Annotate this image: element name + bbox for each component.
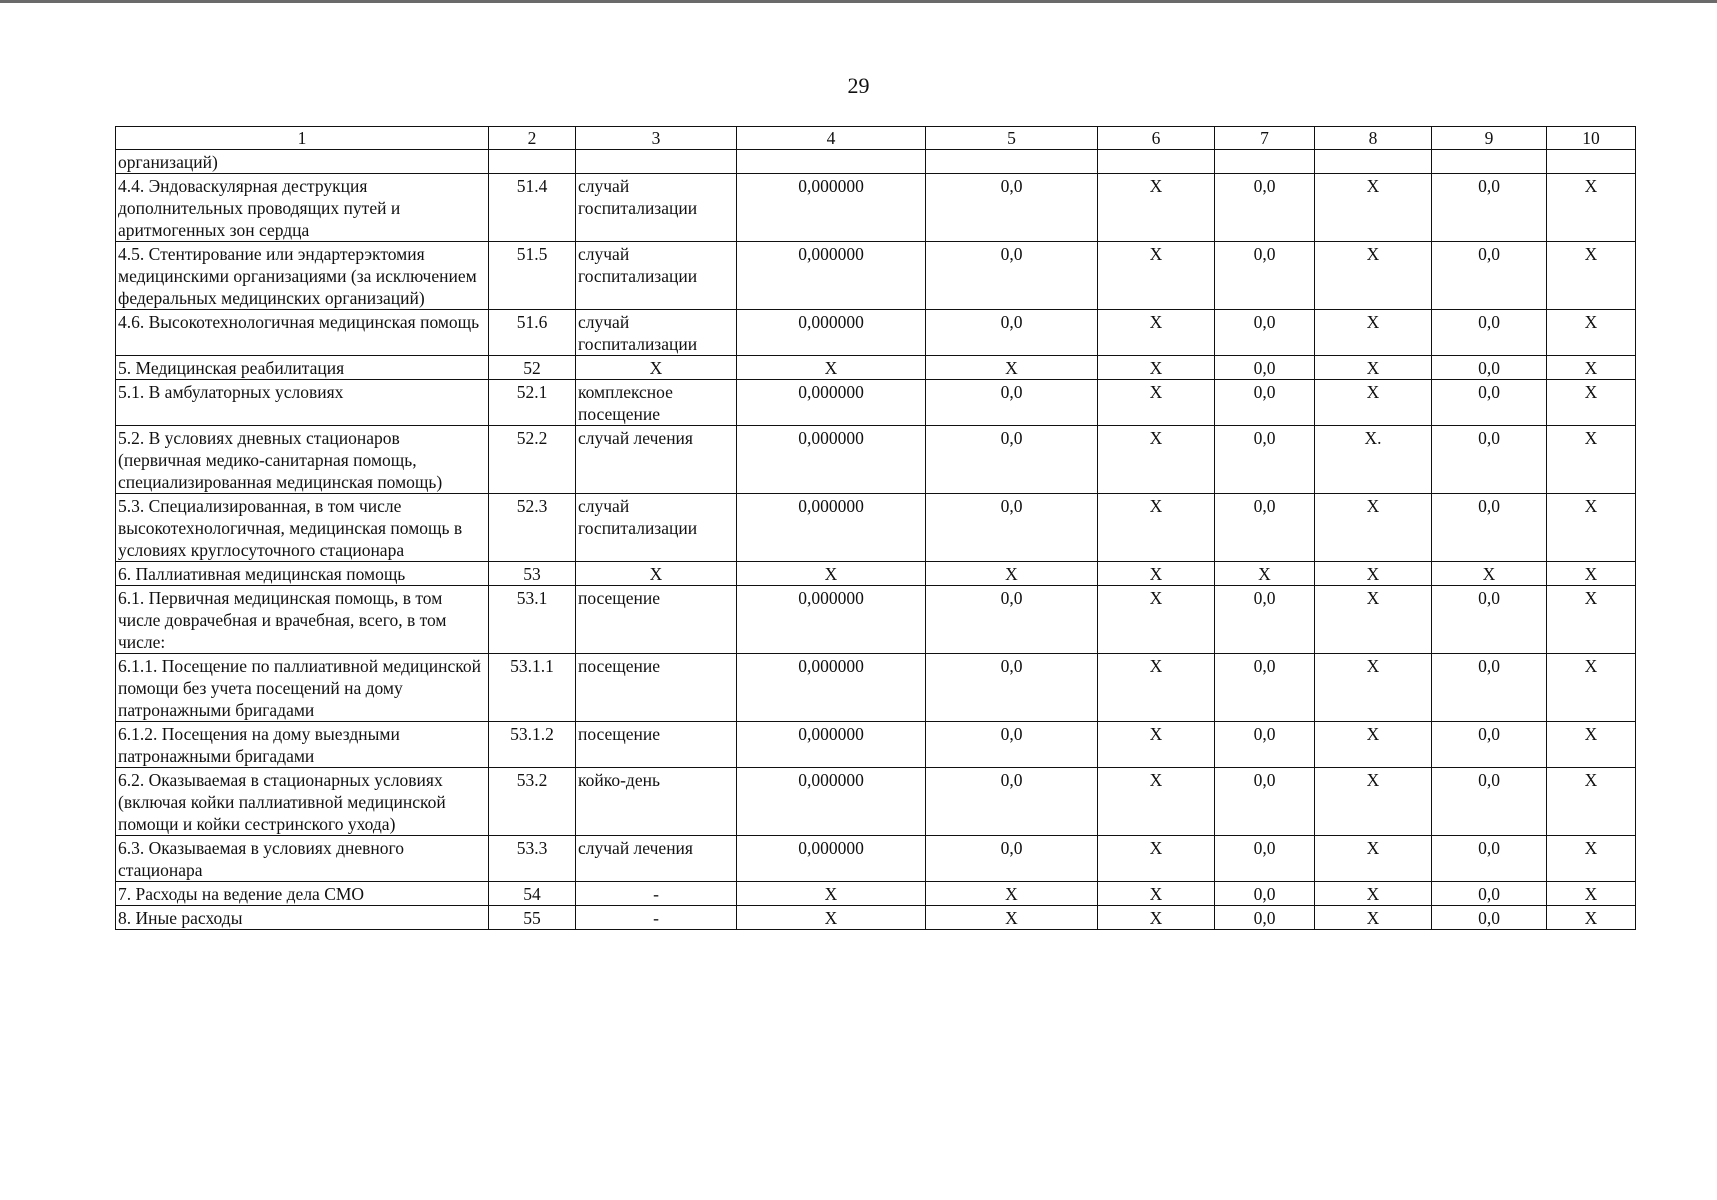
row-name-cell: 6.1. Первичная медицинская помощь, в том числе доврачебная и врачебная, всего, в том числе:	[116, 586, 489, 654]
col5-cell: 0,0	[926, 242, 1098, 310]
col9-cell: 0,0	[1432, 722, 1547, 768]
col9-cell: 0,0	[1432, 310, 1547, 356]
table-row	[116, 654, 1636, 722]
row-name-cell: 6. Паллиативная медицинская помощь	[116, 562, 489, 586]
col8-cell: X.	[1315, 426, 1432, 494]
col5-cell: 0,0	[926, 654, 1098, 722]
col7-cell: X	[1215, 562, 1315, 586]
col5-cell: X	[926, 882, 1098, 906]
table-row	[116, 562, 1636, 586]
col9-cell: 0,0	[1432, 882, 1547, 906]
row-code-cell: 53.3	[489, 836, 576, 882]
col9-cell: 0,0	[1432, 768, 1547, 836]
column-header: 2	[489, 127, 576, 150]
col10-cell: X	[1547, 310, 1636, 356]
col4-cell: 0,000000	[737, 242, 926, 310]
col8-cell: X	[1315, 494, 1432, 562]
col6-cell: X	[1098, 242, 1215, 310]
col10-cell	[1547, 150, 1636, 174]
col8-cell: X	[1315, 768, 1432, 836]
table-row	[116, 380, 1636, 426]
col7-cell	[1215, 150, 1315, 174]
col10-cell: X	[1547, 768, 1636, 836]
col4-cell: X	[737, 562, 926, 586]
column-header: 8	[1315, 127, 1432, 150]
col8-cell: X	[1315, 654, 1432, 722]
column-header: 10	[1547, 127, 1636, 150]
col4-cell	[737, 150, 926, 174]
row-unit-cell: -	[576, 906, 737, 930]
col9-cell: 0,0	[1432, 380, 1547, 426]
col5-cell: 0,0	[926, 768, 1098, 836]
col8-cell	[1315, 150, 1432, 174]
row-unit-cell: случай госпитализации	[576, 242, 737, 310]
row-unit-cell: случай госпитализации	[576, 310, 737, 356]
col6-cell: X	[1098, 882, 1215, 906]
col10-cell: X	[1547, 562, 1636, 586]
col9-cell: X	[1432, 562, 1547, 586]
col8-cell: X	[1315, 174, 1432, 242]
col7-cell: 0,0	[1215, 426, 1315, 494]
col6-cell: X	[1098, 722, 1215, 768]
col4-cell: 0,000000	[737, 768, 926, 836]
row-name-cell: 7. Расходы на ведение дела СМО	[116, 882, 489, 906]
col4-cell: X	[737, 906, 926, 930]
column-header: 3	[576, 127, 737, 150]
table-row	[116, 494, 1636, 562]
col9-cell	[1432, 150, 1547, 174]
row-name-cell: 6.3. Оказываемая в условиях дневного стационара	[116, 836, 489, 882]
col6-cell: X	[1098, 654, 1215, 722]
table-row	[116, 310, 1636, 356]
col8-cell: X	[1315, 380, 1432, 426]
col4-cell: 0,000000	[737, 836, 926, 882]
col5-cell: 0,0	[926, 586, 1098, 654]
col5-cell: 0,0	[926, 426, 1098, 494]
col6-cell: X	[1098, 426, 1215, 494]
row-unit-cell: -	[576, 882, 737, 906]
col6-cell: X	[1098, 586, 1215, 654]
row-code-cell: 52.1	[489, 380, 576, 426]
col6-cell: X	[1098, 836, 1215, 882]
col5-cell: 0,0	[926, 174, 1098, 242]
row-unit-cell: случай госпитализации	[576, 494, 737, 562]
col7-cell: 0,0	[1215, 722, 1315, 768]
column-header: 6	[1098, 127, 1215, 150]
col10-cell: X	[1547, 906, 1636, 930]
table-row	[116, 150, 1636, 174]
row-name-cell: 5.2. В условиях дневных стационаров (первичная медико-санитарная помощь, специализированная медицинская помощь)	[116, 426, 489, 494]
row-code-cell: 53.2	[489, 768, 576, 836]
col5-cell: X	[926, 356, 1098, 380]
col4-cell: X	[737, 882, 926, 906]
row-name-cell: 5. Медицинская реабилитация	[116, 356, 489, 380]
col8-cell: X	[1315, 356, 1432, 380]
row-name-cell: 4.5. Стентирование или эндартерэктомия медицинскими организациями (за исключением федеральных медицинских организаций)	[116, 242, 489, 310]
col7-cell: 0,0	[1215, 494, 1315, 562]
column-header: 1	[116, 127, 489, 150]
row-code-cell: 52.3	[489, 494, 576, 562]
row-unit-cell: посещение	[576, 722, 737, 768]
col6-cell: X	[1098, 768, 1215, 836]
col6-cell	[1098, 150, 1215, 174]
col7-cell: 0,0	[1215, 174, 1315, 242]
col4-cell: 0,000000	[737, 380, 926, 426]
col4-cell: 0,000000	[737, 310, 926, 356]
col9-cell: 0,0	[1432, 426, 1547, 494]
table-row	[116, 768, 1636, 836]
row-code-cell: 53.1.2	[489, 722, 576, 768]
row-unit-cell: X	[576, 356, 737, 380]
col10-cell: X	[1547, 836, 1636, 882]
col6-cell: X	[1098, 494, 1215, 562]
col9-cell: 0,0	[1432, 174, 1547, 242]
column-header: 5	[926, 127, 1098, 150]
row-unit-cell: случай лечения	[576, 836, 737, 882]
col4-cell: 0,000000	[737, 654, 926, 722]
row-name-cell: 6.1.2. Посещения на дому выездными патронажными бригадами	[116, 722, 489, 768]
row-code-cell: 54	[489, 882, 576, 906]
row-unit-cell: посещение	[576, 586, 737, 654]
col7-cell: 0,0	[1215, 768, 1315, 836]
col9-cell: 0,0	[1432, 494, 1547, 562]
col6-cell: X	[1098, 356, 1215, 380]
col6-cell: X	[1098, 174, 1215, 242]
col4-cell: 0,000000	[737, 722, 926, 768]
col8-cell: X	[1315, 562, 1432, 586]
column-header: 9	[1432, 127, 1547, 150]
table-row	[116, 906, 1636, 930]
row-code-cell: 55	[489, 906, 576, 930]
col7-cell: 0,0	[1215, 380, 1315, 426]
col7-cell: 0,0	[1215, 654, 1315, 722]
table-row	[116, 586, 1636, 654]
table-row	[116, 426, 1636, 494]
row-name-cell: организаций)	[116, 150, 489, 174]
col10-cell: X	[1547, 586, 1636, 654]
row-name-cell: 5.1. В амбулаторных условиях	[116, 380, 489, 426]
col8-cell: X	[1315, 242, 1432, 310]
col8-cell: X	[1315, 310, 1432, 356]
row-code-cell: 53.1.1	[489, 654, 576, 722]
row-unit-cell: посещение	[576, 654, 737, 722]
col4-cell: 0,000000	[737, 174, 926, 242]
col7-cell: 0,0	[1215, 356, 1315, 380]
col10-cell: X	[1547, 494, 1636, 562]
row-name-cell: 5.3. Специализированная, в том числе высокотехнологичная, медицинская помощь в условиях круглосуточного стационара	[116, 494, 489, 562]
col10-cell: X	[1547, 654, 1636, 722]
col9-cell: 0,0	[1432, 654, 1547, 722]
col9-cell: 0,0	[1432, 586, 1547, 654]
col4-cell: X	[737, 356, 926, 380]
col10-cell: X	[1547, 426, 1636, 494]
column-header: 7	[1215, 127, 1315, 150]
col6-cell: X	[1098, 380, 1215, 426]
col7-cell: 0,0	[1215, 242, 1315, 310]
row-unit-cell: X	[576, 562, 737, 586]
table-row	[116, 356, 1636, 380]
table-row	[116, 722, 1636, 768]
col7-cell: 0,0	[1215, 586, 1315, 654]
page-number: 29	[847, 73, 870, 98]
col10-cell: X	[1547, 722, 1636, 768]
row-code-cell: 51.4	[489, 174, 576, 242]
row-unit-cell: случай госпитализации	[576, 174, 737, 242]
col7-cell: 0,0	[1215, 906, 1315, 930]
col5-cell: 0,0	[926, 722, 1098, 768]
row-name-cell: 4.4. Эндоваскулярная деструкция дополнительных проводящих путей и аритмогенных зон сердца	[116, 174, 489, 242]
col5-cell: 0,0	[926, 380, 1098, 426]
col5-cell: 0,0	[926, 836, 1098, 882]
col8-cell: X	[1315, 906, 1432, 930]
col5-cell: X	[926, 562, 1098, 586]
row-code-cell: 53.1	[489, 586, 576, 654]
table-row	[116, 242, 1636, 310]
col9-cell: 0,0	[1432, 906, 1547, 930]
col7-cell: 0,0	[1215, 882, 1315, 906]
col7-cell: 0,0	[1215, 836, 1315, 882]
col5-cell: X	[926, 906, 1098, 930]
col4-cell: 0,000000	[737, 494, 926, 562]
row-code-cell: 51.5	[489, 242, 576, 310]
row-code-cell: 52.2	[489, 426, 576, 494]
data-table	[115, 126, 1636, 930]
col10-cell: X	[1547, 882, 1636, 906]
row-unit-cell: комплексное посещение	[576, 380, 737, 426]
row-name-cell: 8. Иные расходы	[116, 906, 489, 930]
top-border-line	[0, 0, 1717, 3]
table-row	[116, 174, 1636, 242]
row-code-cell: 53	[489, 562, 576, 586]
col5-cell	[926, 150, 1098, 174]
col10-cell: X	[1547, 242, 1636, 310]
col8-cell: X	[1315, 836, 1432, 882]
col6-cell: X	[1098, 562, 1215, 586]
col6-cell: X	[1098, 906, 1215, 930]
col10-cell: X	[1547, 380, 1636, 426]
row-name-cell: 6.2. Оказываемая в стационарных условиях (включая койки паллиативной медицинской помощи и койки сестринского ухода)	[116, 768, 489, 836]
col10-cell: X	[1547, 174, 1636, 242]
table-row	[116, 836, 1636, 882]
table-row	[116, 882, 1636, 906]
col5-cell: 0,0	[926, 310, 1098, 356]
col5-cell: 0,0	[926, 494, 1098, 562]
col4-cell: 0,000000	[737, 586, 926, 654]
col9-cell: 0,0	[1432, 836, 1547, 882]
table-header-row	[116, 127, 1636, 150]
col9-cell: 0,0	[1432, 356, 1547, 380]
row-code-cell: 52	[489, 356, 576, 380]
col8-cell: X	[1315, 882, 1432, 906]
row-unit-cell	[576, 150, 737, 174]
col10-cell: X	[1547, 356, 1636, 380]
col4-cell: 0,000000	[737, 426, 926, 494]
row-code-cell	[489, 150, 576, 174]
column-header: 4	[737, 127, 926, 150]
col9-cell: 0,0	[1432, 242, 1547, 310]
col7-cell: 0,0	[1215, 310, 1315, 356]
col6-cell: X	[1098, 310, 1215, 356]
col8-cell: X	[1315, 586, 1432, 654]
row-unit-cell: койко-день	[576, 768, 737, 836]
row-name-cell: 6.1.1. Посещение по паллиативной медицинской помощи без учета посещений на дому патронажными бригадами	[116, 654, 489, 722]
row-code-cell: 51.6	[489, 310, 576, 356]
row-name-cell: 4.6. Высокотехнологичная медицинская помощь	[116, 310, 489, 356]
row-unit-cell: случай лечения	[576, 426, 737, 494]
col8-cell: X	[1315, 722, 1432, 768]
